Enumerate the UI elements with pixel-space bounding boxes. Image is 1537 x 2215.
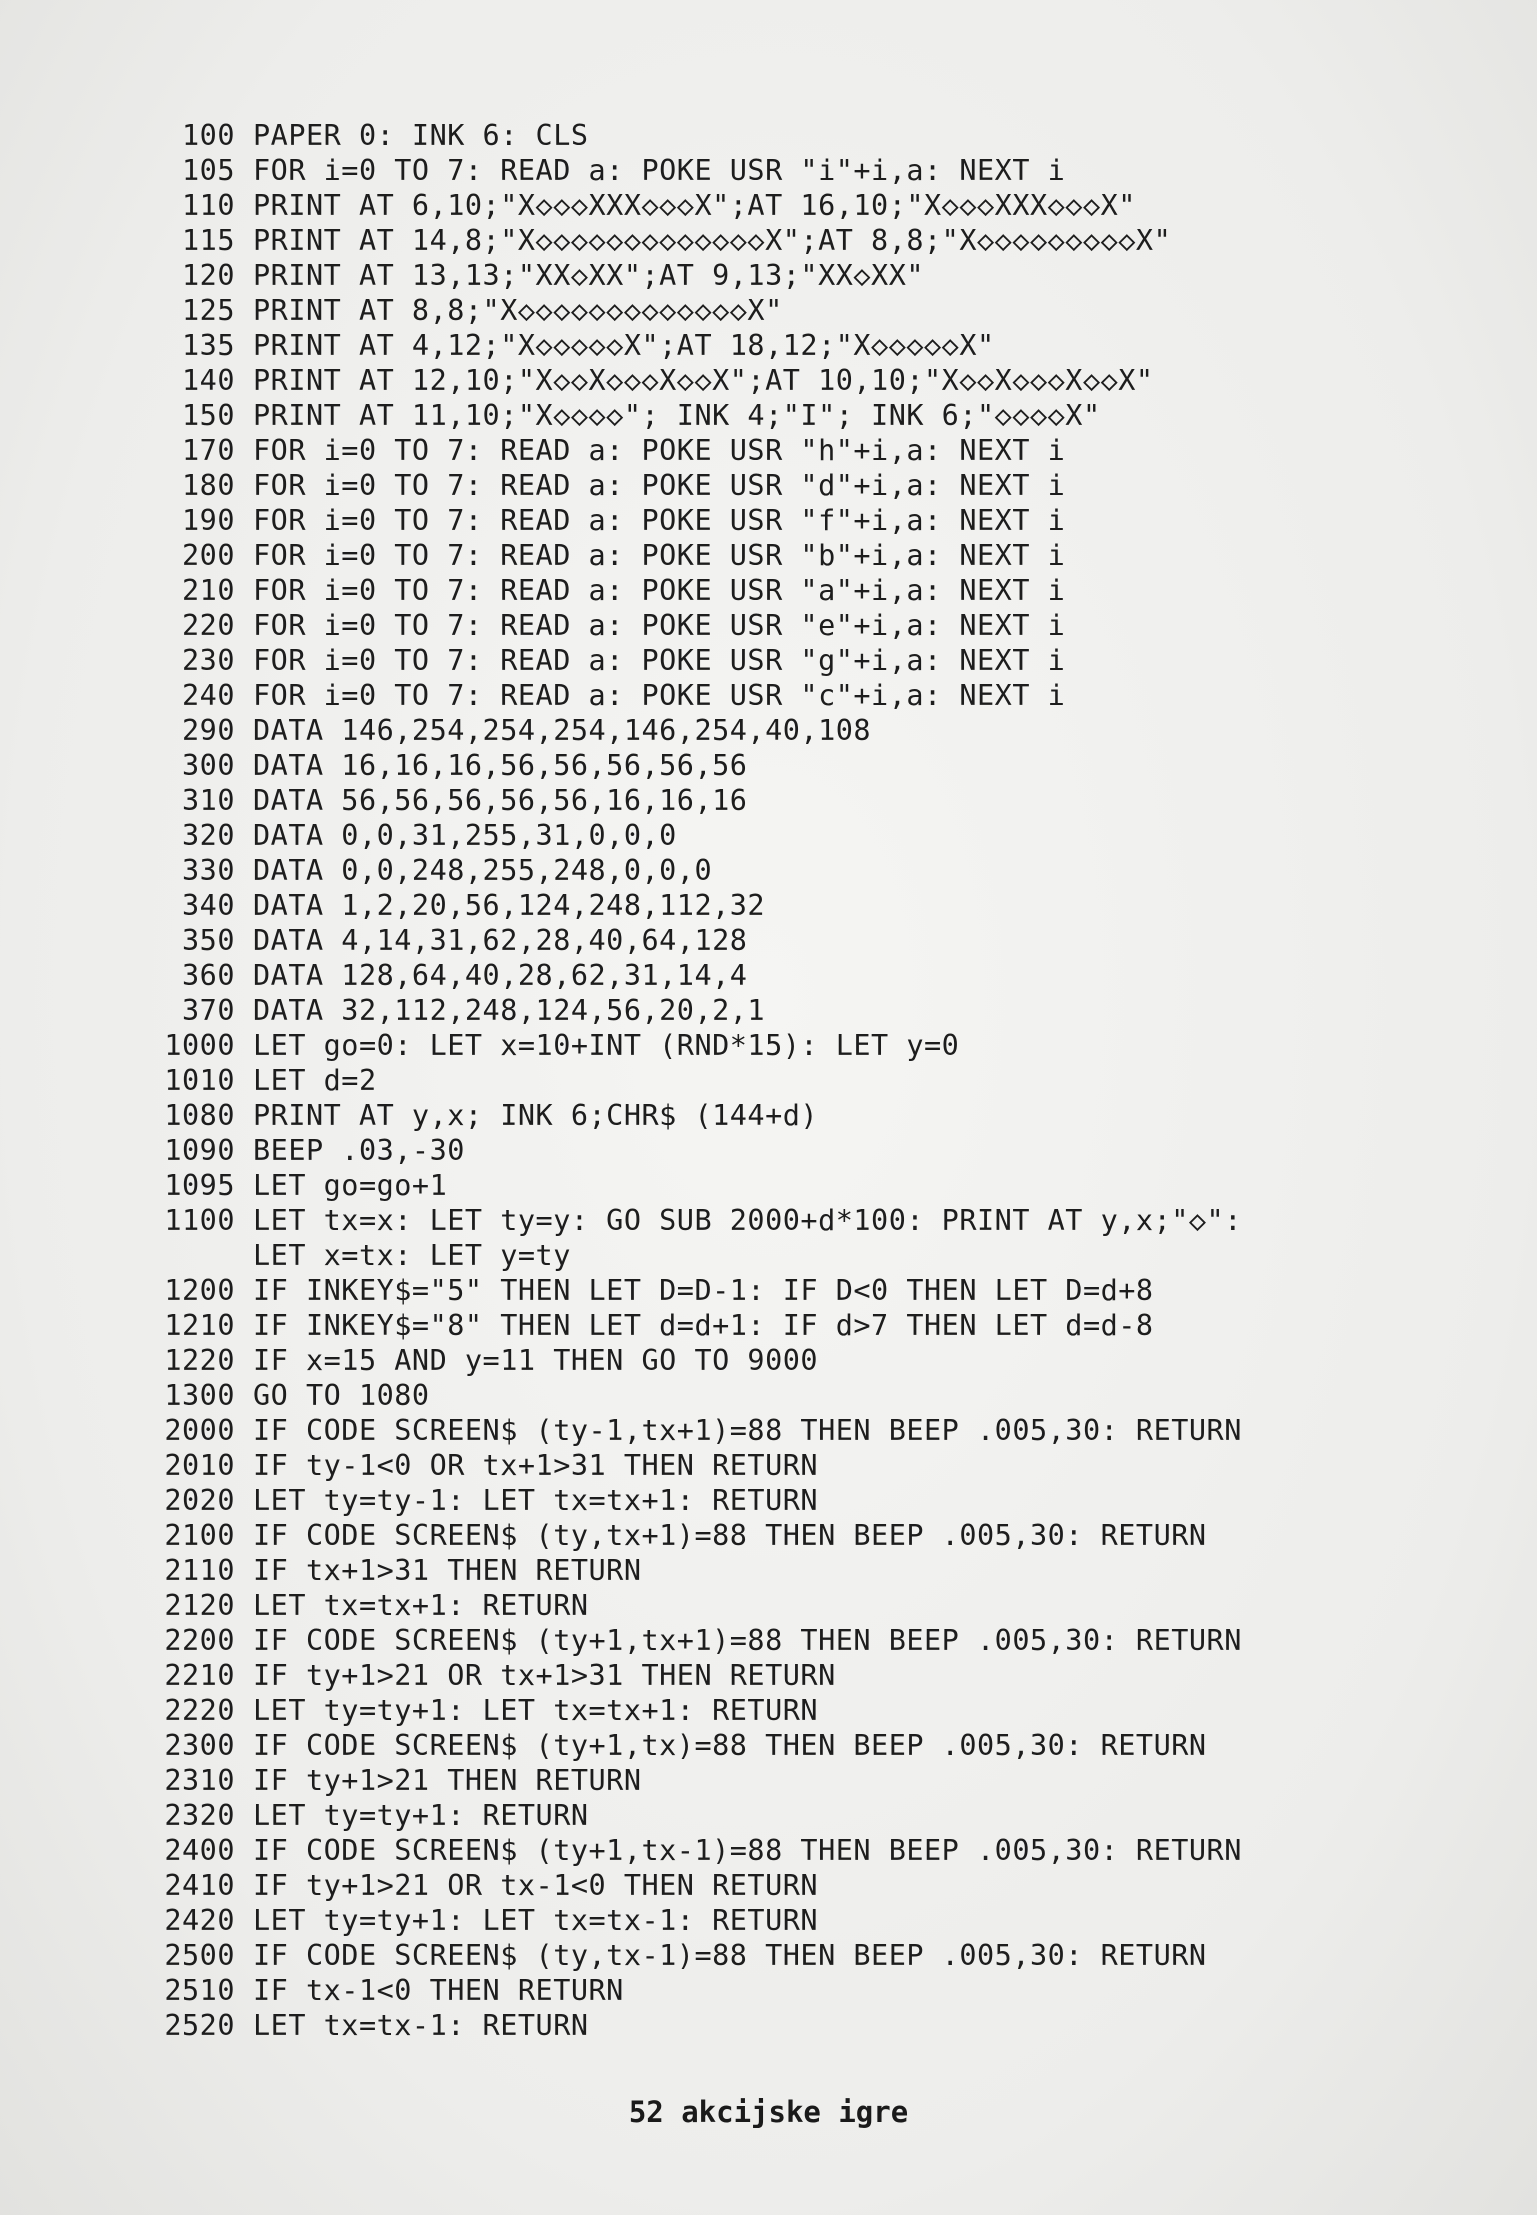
line-number: 2010: [164, 1449, 235, 1482]
line-number: 320: [182, 819, 235, 852]
code-line: [120, 783, 1460, 818]
code-text: LET ty=ty+1: LET tx=tx+1: RETURN: [253, 1694, 819, 1727]
line-number: 2310: [164, 1764, 235, 1797]
code-line: [120, 1378, 1460, 1413]
line-number: 230: [182, 644, 235, 677]
line-number: 125: [182, 294, 235, 327]
line-number: 2400: [164, 1834, 235, 1867]
code-text: DATA 1,2,20,56,124,248,112,32: [253, 889, 766, 922]
line-number: 350: [182, 924, 235, 957]
code-line: [120, 468, 1460, 503]
code-line: [120, 853, 1460, 888]
code-line: [120, 363, 1460, 398]
code-text: DATA 4,14,31,62,28,40,64,128: [253, 924, 748, 957]
code-line: [120, 1063, 1460, 1098]
line-number: 2220: [164, 1694, 235, 1727]
code-text: DATA 146,254,254,254,146,254,40,108: [253, 714, 872, 747]
line-number: 2410: [164, 1869, 235, 1902]
line-number: 2020: [164, 1484, 235, 1517]
line-number: 1200: [164, 1274, 235, 1307]
code-line: [120, 503, 1460, 538]
line-number: 2210: [164, 1659, 235, 1692]
line-number: 2110: [164, 1554, 235, 1587]
code-line: [120, 1098, 1460, 1133]
code-text: DATA 16,16,16,56,56,56,56,56: [253, 749, 748, 782]
code-text: FOR i=0 TO 7: READ a: POKE USR "h"+i,a: NEXT i: [253, 434, 1066, 467]
code-text: DATA 0,0,31,255,31,0,0,0: [253, 819, 677, 852]
code-text: LET tx=tx+1: RETURN: [253, 1589, 589, 1622]
code-line: [120, 1308, 1460, 1343]
line-number: 105: [182, 154, 235, 187]
line-number: 150: [182, 399, 235, 432]
basic-program-listing: [120, 118, 1460, 2043]
code-text: LET go=go+1: [253, 1169, 448, 1202]
code-text: FOR i=0 TO 7: READ a: POKE USR "c"+i,a: NEXT i: [253, 679, 1066, 712]
code-line: [120, 538, 1460, 573]
code-text: FOR i=0 TO 7: READ a: POKE USR "d"+i,a: NEXT i: [253, 469, 1066, 502]
code-line: [120, 1658, 1460, 1693]
code-line: [120, 678, 1460, 713]
line-number: 240: [182, 679, 235, 712]
line-number: 2420: [164, 1904, 235, 1937]
code-line: [120, 643, 1460, 678]
code-line: [120, 2008, 1460, 2043]
code-text: IF CODE SCREEN$ (ty+1,tx)=88 THEN BEEP .005,30: RETURN: [253, 1729, 1207, 1762]
code-line: [120, 818, 1460, 853]
line-number: 190: [182, 504, 235, 537]
line-number: 170: [182, 434, 235, 467]
line-number: 1100: [164, 1204, 235, 1237]
code-text: PRINT AT 4,12;"X◇◇◇◇◇X";AT 18,12;"X◇◇◇◇◇X": [253, 329, 995, 362]
code-line: [120, 188, 1460, 223]
code-text: LET ty=ty+1: LET tx=tx-1: RETURN: [253, 1904, 819, 1937]
code-line: [120, 1203, 1460, 1238]
code-line: [120, 1518, 1460, 1553]
code-line: [120, 608, 1460, 643]
code-line: [120, 1273, 1460, 1308]
code-line: [120, 1553, 1460, 1588]
code-text: LET ty=ty-1: LET tx=tx+1: RETURN: [253, 1484, 819, 1517]
code-line: [120, 1413, 1460, 1448]
line-number: 370: [182, 994, 235, 1027]
line-number: 1010: [164, 1064, 235, 1097]
code-text: PRINT AT 12,10;"X◇◇X◇◇◇X◇◇X";AT 10,10;"X◇◇X◇◇◇X◇◇X": [253, 364, 1154, 397]
section-title: akcijske igre: [681, 2095, 909, 2129]
line-number: 2320: [164, 1799, 235, 1832]
code-text: FOR i=0 TO 7: READ a: POKE USR "a"+i,a: NEXT i: [253, 574, 1066, 607]
line-number: 330: [182, 854, 235, 887]
line-number: 290: [182, 714, 235, 747]
code-text: LET x=tx: LET y=ty: [253, 1239, 571, 1272]
code-line: [120, 573, 1460, 608]
line-number: 1210: [164, 1309, 235, 1342]
code-text: IF INKEY$="5" THEN LET D=D-1: IF D<0 THEN LET D=d+8: [253, 1274, 1154, 1307]
code-line: [120, 1343, 1460, 1378]
line-number: 1080: [164, 1099, 235, 1132]
line-number: 2200: [164, 1624, 235, 1657]
line-number: 360: [182, 959, 235, 992]
line-number: 1000: [164, 1029, 235, 1062]
code-text: IF CODE SCREEN$ (ty,tx-1)=88 THEN BEEP .005,30: RETURN: [253, 1939, 1207, 1972]
code-text: IF x=15 AND y=11 THEN GO TO 9000: [253, 1344, 819, 1377]
code-text: DATA 128,64,40,28,62,31,14,4: [253, 959, 748, 992]
code-line: [120, 118, 1460, 153]
line-number: 100: [182, 119, 235, 152]
code-line: [120, 1168, 1460, 1203]
code-line: [120, 1763, 1460, 1798]
line-number: 1090: [164, 1134, 235, 1167]
page-footer: [0, 2095, 1537, 2129]
line-number: 2120: [164, 1589, 235, 1622]
code-text: IF ty-1<0 OR tx+1>31 THEN RETURN: [253, 1449, 819, 1482]
line-number: 135: [182, 329, 235, 362]
code-line: [120, 433, 1460, 468]
code-line: [120, 398, 1460, 433]
code-text: FOR i=0 TO 7: READ a: POKE USR "g"+i,a: NEXT i: [253, 644, 1066, 677]
code-text: DATA 32,112,248,124,56,20,2,1: [253, 994, 766, 1027]
code-line: [120, 1868, 1460, 1903]
code-line: [120, 1483, 1460, 1518]
code-text: BEEP .03,-30: [253, 1134, 465, 1167]
code-text: IF CODE SCREEN$ (ty+1,tx+1)=88 THEN BEEP .005,30: RETURN: [253, 1624, 1242, 1657]
code-line: [120, 1028, 1460, 1063]
line-number: 115: [182, 224, 235, 257]
line-number: 340: [182, 889, 235, 922]
code-line: [120, 993, 1460, 1028]
code-line: [120, 1693, 1460, 1728]
line-number: 140: [182, 364, 235, 397]
line-number: 180: [182, 469, 235, 502]
code-line: [120, 1588, 1460, 1623]
code-text: FOR i=0 TO 7: READ a: POKE USR "e"+i,a: NEXT i: [253, 609, 1066, 642]
code-line: [120, 1903, 1460, 1938]
line-number: 210: [182, 574, 235, 607]
line-number: 2300: [164, 1729, 235, 1762]
code-line: [120, 1623, 1460, 1658]
code-text: IF CODE SCREEN$ (ty+1,tx-1)=88 THEN BEEP .005,30: RETURN: [253, 1834, 1242, 1867]
code-line: [120, 258, 1460, 293]
line-number: 1220: [164, 1344, 235, 1377]
code-line: [120, 293, 1460, 328]
code-line: [120, 748, 1460, 783]
code-text: LET go=0: LET x=10+INT (RND*15): LET y=0: [253, 1029, 960, 1062]
code-line: [120, 1133, 1460, 1168]
code-text: PRINT AT 13,13;"XX◇XX";AT 9,13;"XX◇XX": [253, 259, 925, 292]
code-line: [120, 958, 1460, 993]
code-line: [120, 153, 1460, 188]
code-text: IF CODE SCREEN$ (ty-1,tx+1)=88 THEN BEEP .005,30: RETURN: [253, 1414, 1242, 1447]
code-text: IF INKEY$="8" THEN LET d=d+1: IF d>7 THEN LET d=d-8: [253, 1309, 1154, 1342]
code-text: GO TO 1080: [253, 1379, 430, 1412]
code-text: PRINT AT 6,10;"X◇◇◇XXX◇◇◇X";AT 16,10;"X◇◇◇XXX◇◇◇X": [253, 189, 1136, 222]
line-number: 1300: [164, 1379, 235, 1412]
code-text: LET tx=tx-1: RETURN: [253, 2009, 589, 2042]
line-number: 2000: [164, 1414, 235, 1447]
code-line: [120, 1238, 1460, 1273]
line-number: 200: [182, 539, 235, 572]
line-number: 300: [182, 749, 235, 782]
code-text: FOR i=0 TO 7: READ a: POKE USR "i"+i,a: NEXT i: [253, 154, 1066, 187]
code-line: [120, 713, 1460, 748]
code-text: IF ty+1>21 OR tx+1>31 THEN RETURN: [253, 1659, 836, 1692]
code-text: IF CODE SCREEN$ (ty,tx+1)=88 THEN BEEP .005,30: RETURN: [253, 1519, 1207, 1552]
code-line: [120, 328, 1460, 363]
code-text: IF tx+1>31 THEN RETURN: [253, 1554, 642, 1587]
line-number: [120, 1238, 253, 1273]
code-text: PRINT AT 14,8;"X◇◇◇◇◇◇◇◇◇◇◇◇◇X";AT 8,8;"X◇◇◇◇◇◇◇◇◇X": [253, 224, 1172, 257]
code-text: PRINT AT 11,10;"X◇◇◇◇"; INK 4;"I"; INK 6;"◇◇◇◇X": [253, 399, 1101, 432]
code-text: IF ty+1>21 OR tx-1<0 THEN RETURN: [253, 1869, 819, 1902]
code-text: IF tx-1<0 THEN RETURN: [253, 1974, 624, 2007]
code-line: [120, 923, 1460, 958]
code-text: LET d=2: [253, 1064, 377, 1097]
code-line: [120, 1728, 1460, 1763]
line-number: 120: [182, 259, 235, 292]
line-number: 2100: [164, 1519, 235, 1552]
code-text: IF ty+1>21 THEN RETURN: [253, 1764, 642, 1797]
line-number: 2510: [164, 1974, 235, 2007]
page-number: 52: [628, 2095, 664, 2129]
code-line: [120, 1973, 1460, 2008]
code-text: LET tx=x: LET ty=y: GO SUB 2000+d*100: PRINT AT y,x;"◇":: [253, 1204, 1242, 1237]
code-text: DATA 56,56,56,56,56,16,16,16: [253, 784, 748, 817]
code-text: LET ty=ty+1: RETURN: [253, 1799, 589, 1832]
code-text: PAPER 0: INK 6: CLS: [253, 119, 589, 152]
code-line: [120, 888, 1460, 923]
line-number: 310: [182, 784, 235, 817]
line-number: 1095: [164, 1169, 235, 1202]
line-number: 2520: [164, 2009, 235, 2042]
line-number: 110: [182, 189, 235, 222]
code-line: [120, 1938, 1460, 1973]
code-text: PRINT AT 8,8;"X◇◇◇◇◇◇◇◇◇◇◇◇◇X": [253, 294, 783, 327]
code-text: PRINT AT y,x; INK 6;CHR$ (144+d): [253, 1099, 819, 1132]
line-number: 2500: [164, 1939, 235, 1972]
code-text: DATA 0,0,248,255,248,0,0,0: [253, 854, 713, 887]
line-number: 220: [182, 609, 235, 642]
code-line: [120, 1448, 1460, 1483]
code-text: FOR i=0 TO 7: READ a: POKE USR "f"+i,a: NEXT i: [253, 504, 1066, 537]
code-line: [120, 223, 1460, 258]
code-text: FOR i=0 TO 7: READ a: POKE USR "b"+i,a: NEXT i: [253, 539, 1066, 572]
code-line: [120, 1798, 1460, 1833]
code-line: [120, 1833, 1460, 1868]
